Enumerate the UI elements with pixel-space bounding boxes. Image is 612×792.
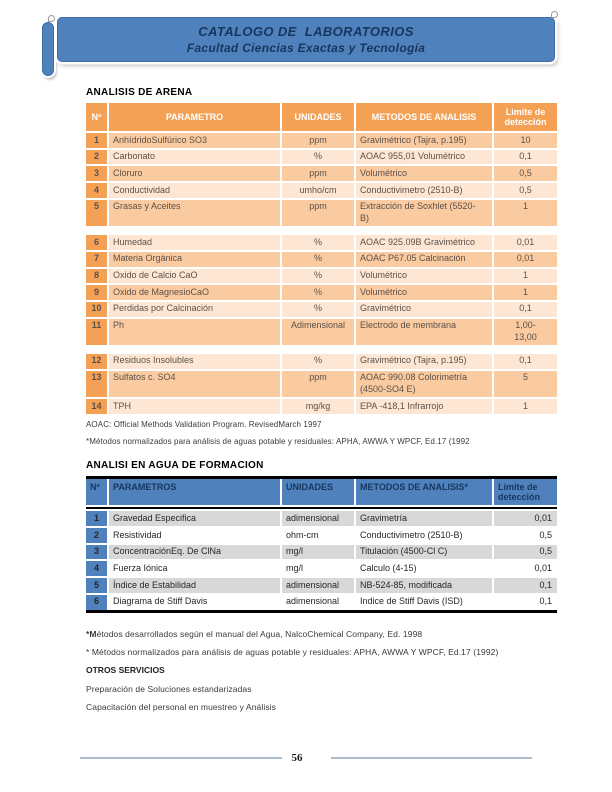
cell-metodo: Gravimetría — [356, 511, 492, 526]
cell-limite: 0,1 — [494, 302, 557, 317]
cell-metodo: Electrodo de membrana — [356, 319, 492, 345]
row-number: 2 — [86, 150, 107, 165]
cell-metodo: AOAC P67.05 Calcinación — [356, 252, 492, 267]
cell-parametro: Resistividad — [109, 528, 280, 543]
cell-parametro: Humedad — [109, 235, 280, 250]
section-title-agua-formacion: ANALISI EN AGUA DE FORMACION — [86, 459, 264, 471]
faculty-subtitle: Facultad Ciencias Exactas y Tecnología — [186, 41, 426, 55]
cell-metodo: EPA -418,1 Infrarrojo — [356, 399, 492, 414]
cell-unidades: % — [282, 285, 354, 300]
cell-unidades: % — [282, 354, 354, 369]
row-number: 10 — [86, 302, 107, 317]
table2-notes — [86, 629, 557, 712]
cell-limite: 1 — [494, 200, 557, 226]
page-footer — [80, 752, 532, 764]
column-header-limit: Limite de detección — [494, 479, 557, 506]
page-content — [86, 87, 557, 720]
cell-parametro: Índice de Estabilidad — [109, 578, 280, 593]
cell-metodo: Gravimétrico (Tajra, p.195) — [356, 354, 492, 369]
column-header-methods: METODOS DE ANALISIS* — [356, 479, 492, 506]
cell-unidades: mg/kg — [282, 399, 354, 414]
cell-parametro: Sulfatos c. SO4 — [109, 371, 280, 397]
column-header-num: Nº — [86, 479, 107, 506]
note-metodos-normalizados: *Métodos normalizados para análisis de aguas potable y residuales: APHA, AWWA Y WPCF, Ed.17 (1992 — [86, 436, 470, 446]
table-header-divider — [86, 507, 557, 509]
cell-unidades: % — [282, 252, 354, 267]
row-number: 2 — [86, 528, 107, 543]
cell-parametro: Oxido de Calcio CaO — [109, 269, 280, 284]
cell-parametro: TPH — [109, 399, 280, 414]
banner-panel — [57, 17, 555, 62]
cell-metodo: AOAC 955,01 Volumétrico — [356, 150, 492, 165]
row-number: 4 — [86, 561, 107, 576]
cell-metodo: Volumétrico — [356, 166, 492, 181]
other-services-title: OTROS SERVICIOS — [86, 664, 165, 675]
scroll-edge-decoration — [42, 22, 54, 76]
row-number: 13 — [86, 371, 107, 397]
column-header-units: UNIDADES — [282, 103, 354, 131]
cell-metodo: AOAC 925.09B Gravimétrico — [356, 235, 492, 250]
column-header-units: UNIDADES — [282, 479, 354, 506]
row-number: 6 — [86, 235, 107, 250]
note-metodos-desarrollados — [86, 629, 557, 639]
cell-unidades: Adimensional — [282, 319, 354, 345]
column-header-param: PARAMETRO — [109, 103, 280, 131]
page-number: 56 — [291, 752, 303, 764]
cell-metodo: Gravimétrico — [356, 302, 492, 317]
table1-notes — [86, 420, 557, 446]
table-analisis-arena — [86, 103, 557, 414]
catalog-title: CATALOGO DE LABORATORIOS — [198, 24, 414, 39]
cell-limite: 10 — [494, 133, 557, 148]
cell-metodo: Indice de Stiff Davis (ISD) — [356, 595, 492, 610]
cell-unidades: % — [282, 235, 354, 250]
cell-metodo: Titulación (4500-Cl C) — [356, 545, 492, 560]
column-header-param: PARAMETROS — [109, 479, 280, 506]
cell-limite: 0,1 — [494, 354, 557, 369]
cell-unidades: % — [282, 302, 354, 317]
cell-unidades: mg/l — [282, 545, 354, 560]
cell-parametro: Materia Orgánica — [109, 252, 280, 267]
cell-limite: 0,01 — [494, 235, 557, 250]
cell-limite: 5 — [494, 371, 557, 397]
cell-parametro: Ph — [109, 319, 280, 345]
header-banner — [42, 13, 558, 75]
cell-limite: 1 — [494, 285, 557, 300]
row-number: 8 — [86, 269, 107, 284]
row-number: 7 — [86, 252, 107, 267]
row-number: 1 — [86, 133, 107, 148]
service-item: Capacitación del personal en muestreo y Análisis — [86, 701, 277, 712]
cell-limite: 0,5 — [494, 528, 557, 543]
cell-metodo: Volumétrico — [356, 285, 492, 300]
scroll-curl-icon — [551, 11, 558, 18]
cell-unidades: umho/cm — [282, 183, 354, 198]
cell-unidades: ppm — [282, 133, 354, 148]
cell-parametro: Perdidas por Calcinación — [109, 302, 280, 317]
cell-limite: 0,1 — [494, 595, 557, 610]
cell-limite: 0,1 — [494, 150, 557, 165]
row-number: 4 — [86, 183, 107, 198]
cell-parametro: ConcentraciónEq. De ClNa — [109, 545, 280, 560]
row-number: 6 — [86, 595, 107, 610]
cell-limite: 0,5 — [494, 183, 557, 198]
cell-unidades: ppm — [282, 200, 354, 226]
row-number: 1 — [86, 511, 107, 526]
cell-limite: 0,01 — [494, 511, 557, 526]
cell-unidades: ohm-cm — [282, 528, 354, 543]
cell-unidades: adimensional — [282, 578, 354, 593]
cell-unidades: ppm — [282, 166, 354, 181]
cell-limite: 0,5 — [494, 166, 557, 181]
cell-limite: 0,01 — [494, 561, 557, 576]
footer-rule-left — [80, 757, 282, 759]
cell-parametro: Residuos Insolubles — [109, 354, 280, 369]
row-number: 14 — [86, 399, 107, 414]
cell-unidades: adimensional — [282, 511, 354, 526]
cell-metodo: NB-524-85, modificada — [356, 578, 492, 593]
cell-parametro: Carbonato — [109, 150, 280, 165]
cell-parametro: Grasas y Aceites — [109, 200, 280, 226]
row-number: 3 — [86, 166, 107, 181]
cell-parametro: Gravedad Especifica — [109, 511, 280, 526]
row-number: 3 — [86, 545, 107, 560]
note-bold-prefix: *M — [86, 628, 97, 639]
cell-limite: 0,1 — [494, 578, 557, 593]
service-item: Preparación de Soluciones estandarizadas — [86, 683, 252, 694]
cell-metodo: Conductivimetro (2510-B) — [356, 528, 492, 543]
cell-unidades: % — [282, 150, 354, 165]
footer-rule-right — [331, 757, 533, 759]
note-rest: étodos desarrollados según el manual del Agua, NalcoChemical Company, Ed. 1998 — [96, 628, 423, 639]
row-number: 12 — [86, 354, 107, 369]
cell-limite: 1,00-13,00 — [494, 319, 557, 345]
row-number: 11 — [86, 319, 107, 345]
cell-parametro: Oxido de MagnesioCaO — [109, 285, 280, 300]
column-header-methods: METODOS DE ANALISIS — [356, 103, 492, 131]
row-number: 9 — [86, 285, 107, 300]
cell-parametro: Conductividad — [109, 183, 280, 198]
cell-parametro: Fuerza Iónica — [109, 561, 280, 576]
cell-metodo: Volumétrico — [356, 269, 492, 284]
column-header-limit: Limite de detección — [494, 103, 557, 131]
note-metodos-normalizados-2: * Métodos normalizados para análisis de aguas potable y residuales: APHA, AWWA Y WPCF, Ed.17 (1992) — [86, 646, 499, 657]
section-title-analisis-arena: ANALISIS DE ARENA — [86, 87, 193, 98]
cell-unidades: adimensional — [282, 595, 354, 610]
note-aoac: AOAC: Official Methods Validation Program. RevisedMarch 1997 — [86, 419, 322, 429]
row-number: 5 — [86, 578, 107, 593]
cell-parametro: Cloruro — [109, 166, 280, 181]
cell-metodo: Gravimétrico (Tajra, p.195) — [356, 133, 492, 148]
cell-metodo: Calculo (4-15) — [356, 561, 492, 576]
cell-unidades: % — [282, 269, 354, 284]
cell-limite: 1 — [494, 399, 557, 414]
column-header-num: Nº — [86, 103, 107, 131]
cell-metodo: Conductivimetro (2510-B) — [356, 183, 492, 198]
cell-unidades: mg/l — [282, 561, 354, 576]
cell-limite: 1 — [494, 269, 557, 284]
cell-limite: 0,5 — [494, 545, 557, 560]
cell-parametro: AnhídridoSulfúrico SO3 — [109, 133, 280, 148]
row-number: 5 — [86, 200, 107, 226]
cell-limite: 0,01 — [494, 252, 557, 267]
table-agua-formacion — [86, 476, 557, 613]
scroll-curl-icon — [48, 15, 55, 22]
cell-unidades: ppm — [282, 371, 354, 397]
cell-parametro: Diagrama de Stiff Davis — [109, 595, 280, 610]
cell-metodo: Extracción de Soxhlet (5520-B) — [356, 200, 492, 226]
cell-metodo: AOAC 990.08 Colorimetría (4500-SO4 E) — [356, 371, 492, 397]
